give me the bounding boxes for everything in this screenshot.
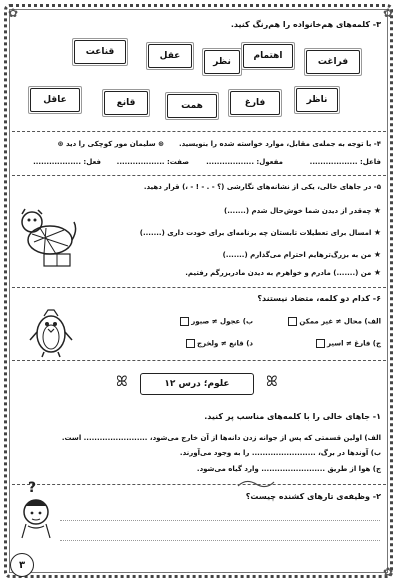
word-label: قانع (116, 98, 136, 108)
q6-option-label: د) قانع ≠ ولخرج (196, 339, 253, 348)
star-icon: ★ (373, 228, 381, 237)
word-label: عقل (159, 51, 181, 61)
star-icon: ★ (373, 268, 381, 277)
word-label: عاقل (43, 95, 67, 105)
q6-option[interactable] (261, 339, 381, 348)
q5-item-text: امسال برای تعطیلات تابستان چه برنامه‌ای برای خودت داری (.......) (139, 229, 372, 237)
answer-line[interactable] (60, 540, 380, 541)
s1-item[interactable]: ب) آوندها در برگ، ........................ را به وجود می‌آورند. (179, 449, 381, 457)
word-box[interactable] (104, 91, 148, 115)
q6-option[interactable] (261, 317, 381, 326)
s1-item[interactable]: الف) اولین قسمتی که پس از جوانه زدن دانه‌ها از آن خارج می‌شود، ........................ است. (61, 434, 381, 442)
answer-line[interactable] (60, 520, 380, 521)
butterfly-icon: ꕤ (266, 374, 278, 390)
subject-field[interactable]: فاعل: .................. (309, 158, 381, 166)
q5-item-text: چه‌قدر از دیدن شما خوش‌حال شدم (.......) (224, 207, 372, 215)
q6-option-label: ب) عجول ≠ صبور (191, 317, 253, 326)
tiger-reading-illustration (16, 200, 78, 272)
q6-title: ۶- کدام دو کلمه، متضاد نیستند؟ (257, 294, 381, 303)
checkbox[interactable] (180, 317, 189, 326)
q6-option[interactable] (133, 317, 253, 326)
checkbox[interactable] (316, 339, 325, 348)
star-icon: ★ (373, 206, 381, 215)
corner-flower-icon: ✿ (382, 565, 393, 579)
s1-item[interactable]: ج) هوا از طریق ........................ وارد گیاه می‌شود. (196, 465, 381, 473)
corner-flower-icon: ✿ (8, 6, 19, 20)
adjective-field[interactable]: صفت: .................. (116, 158, 189, 166)
q4-sentence: سلیمان مور کوچکی را دید (65, 140, 156, 148)
word-label: قناعت (85, 47, 115, 57)
q4-sentence-row (24, 140, 164, 148)
q5-item-text: من به بزرگ‌ترهایم احترام می‌گذارم (.......) (222, 251, 372, 259)
section-divider (12, 175, 386, 176)
word-box[interactable] (296, 88, 338, 112)
word-label: همت (181, 101, 203, 111)
checkbox[interactable] (186, 339, 195, 348)
q5-item (81, 206, 381, 215)
s1-title: ۱- جاهای خالی را با کلمه‌های مناسب پر کنید. (204, 412, 381, 421)
thinking-child-illustration (14, 478, 58, 542)
q5-item (81, 228, 381, 237)
word-box[interactable] (243, 44, 293, 68)
word-box[interactable] (167, 94, 217, 118)
word-box[interactable] (30, 88, 80, 112)
q5-title: ۵- در جاهای خالی، یکی از نشانه‌های نگارشی (؟ - . - ! - ،) قرار دهید. (143, 183, 381, 191)
object-field[interactable]: مفعول: .................. (206, 158, 283, 166)
q6-option-label: ج) فارغ ≠ اسیر (327, 339, 381, 348)
word-box[interactable] (230, 91, 280, 115)
q5-item (81, 268, 381, 277)
section-divider (12, 131, 386, 132)
section-divider (12, 360, 386, 361)
word-label: اهتمام (253, 51, 283, 61)
flower-bullet-icon: ⊛ (57, 140, 64, 148)
star-icon: ★ (373, 250, 381, 259)
q6-option-label: الف) محال ≠ غیر ممکن (299, 317, 381, 326)
checkbox[interactable] (288, 317, 297, 326)
word-box[interactable] (148, 44, 192, 68)
page-number: ۳ (10, 553, 34, 577)
word-label: فارغ (244, 98, 266, 108)
penguin-illustration (28, 302, 74, 358)
verb-field[interactable]: فعل: .................. (33, 158, 101, 166)
word-box[interactable] (74, 40, 126, 64)
s2-title: ۲- وظیفه‌ی تارهای کشنده چیست؟ (245, 492, 381, 501)
butterfly-icon: ꕤ (116, 374, 128, 390)
q5-item (81, 250, 381, 259)
q4-title: ۴- با توجه به جمله‌ی مقابل، موارد خواسته شده را بنویسید. (178, 140, 381, 148)
corner-flower-icon: ✿ (382, 6, 393, 20)
section-divider (12, 287, 386, 288)
word-label: فراغت (317, 57, 349, 67)
q6-option[interactable] (133, 339, 253, 348)
svg-text:?: ? (28, 480, 37, 496)
flower-bullet-icon: ⊛ (158, 140, 164, 148)
word-label: نظر (213, 57, 231, 67)
lesson-title: علوم؛ درس ۱۲ (140, 373, 254, 395)
section-divider (12, 484, 386, 485)
q5-item-text: من (.......) مادرم و خواهرم به دیدن مادربزرگم رفتیم. (185, 269, 372, 277)
word-box[interactable] (204, 50, 240, 74)
word-label: ناظر (306, 95, 328, 105)
word-box[interactable] (306, 50, 360, 74)
q3-title: ۳- کلمه‌های هم‌خانواده را هم‌رنگ کنید. (230, 20, 381, 29)
